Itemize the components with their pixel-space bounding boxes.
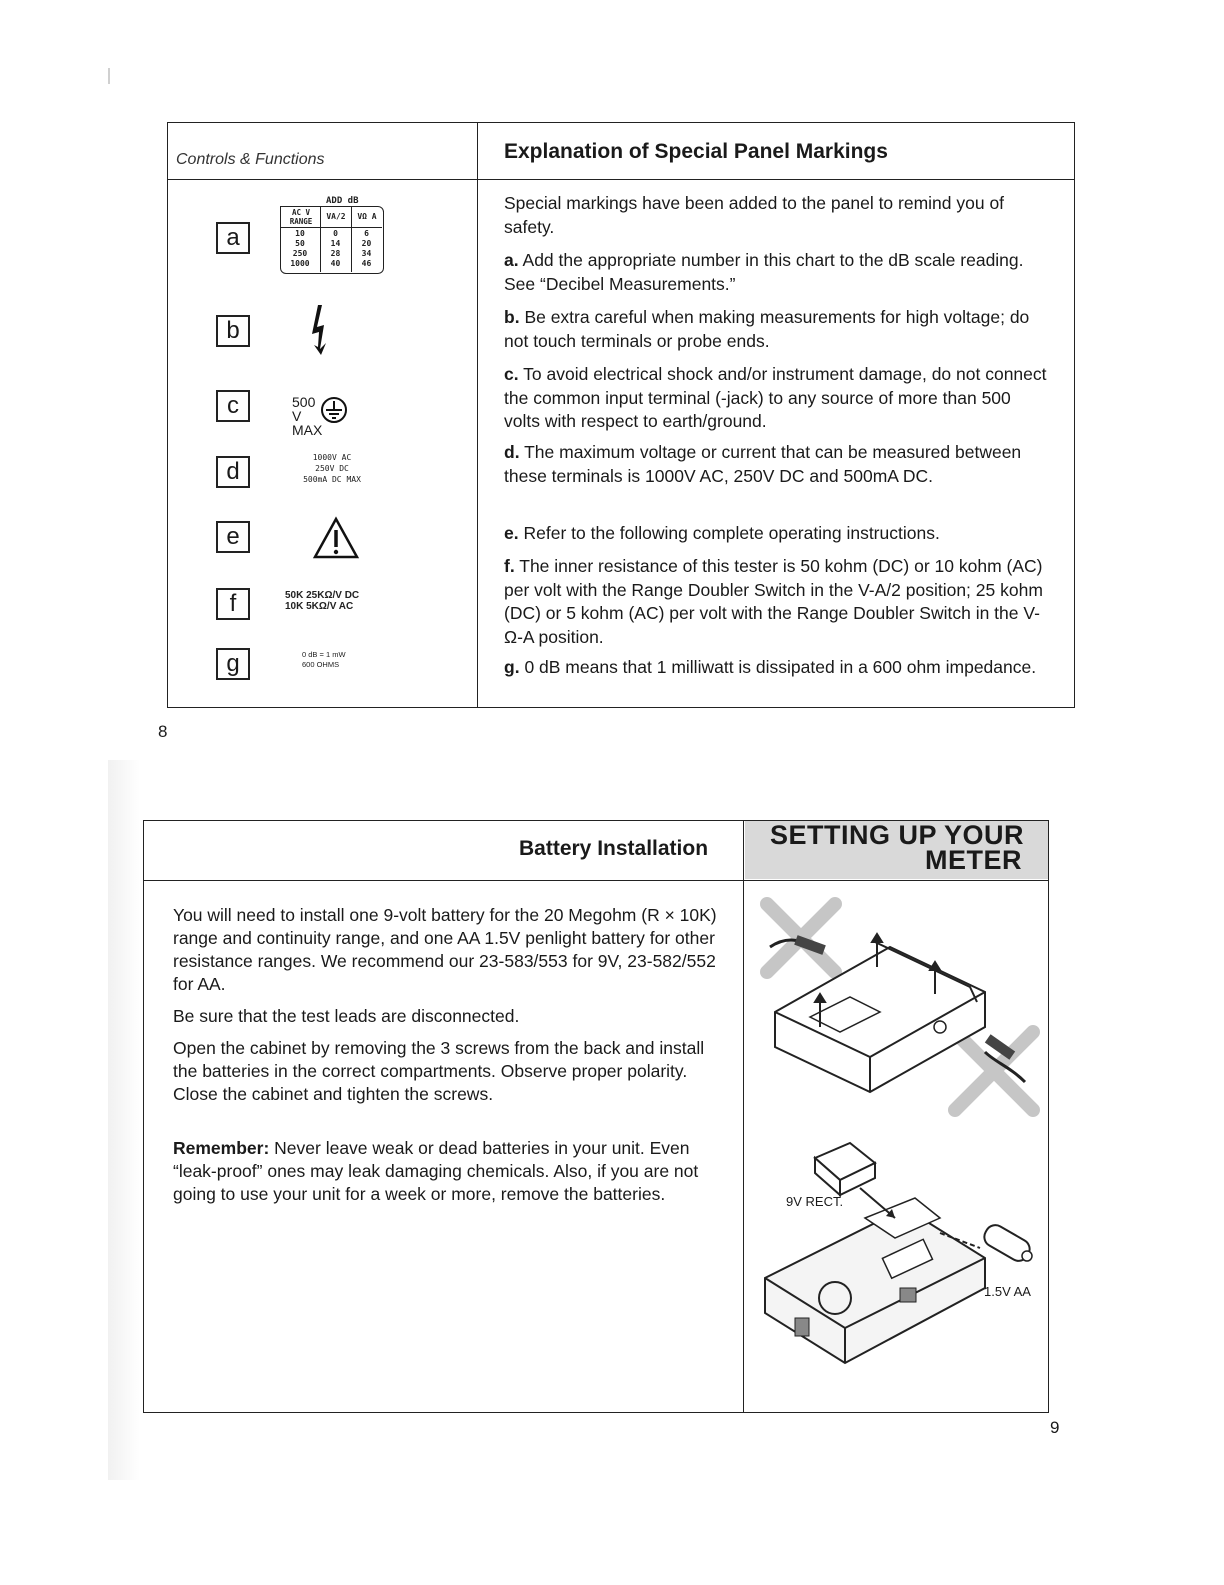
- letter-box-d: d: [216, 456, 250, 488]
- add-db-table-symbol: [280, 196, 384, 276]
- rating-line: 250V DC: [315, 464, 349, 473]
- marking-item-e: [504, 522, 1049, 546]
- install-paragraph-1: You will need to install one 9-volt battery for the 20 Megohm (R × 10K) range and continuity range, and one AA 1.5V penlight battery for other resistance ranges. We recommend our 23-583/553 for 9V, 23-582/552 for AA.: [173, 905, 717, 994]
- markings-title: Explanation of Special Panel Markings: [504, 140, 888, 163]
- item-letter: c.: [504, 364, 519, 384]
- rating-line: 1000V AC: [312, 453, 352, 462]
- add-db-col-header-2: VA/2: [326, 212, 346, 221]
- item-letter: a.: [504, 250, 519, 270]
- item-text: Be extra careful when making measurements for high voltage; do not touch terminals or probe ends.: [504, 307, 1030, 351]
- table-header-rule: [167, 179, 1075, 180]
- table-column-divider: [743, 820, 744, 1413]
- letter-box-a: a: [216, 222, 250, 254]
- item-text: 0 dB means that 1 milliwatt is dissipated in a 600 ohm impedance.: [524, 657, 1037, 677]
- add-db-rows: [280, 229, 382, 269]
- add-db-cell: 6: [364, 229, 369, 238]
- marking-item-f: [504, 555, 1049, 649]
- install-paragraph-remember: [173, 1137, 728, 1206]
- ohms-per-volt-line: 50K 25KΩ/V DC: [285, 590, 360, 601]
- item-text: Refer to the following complete operating instructions.: [523, 523, 940, 543]
- item-letter: g.: [504, 657, 520, 677]
- db-reference-marking: [302, 650, 346, 670]
- add-db-table-rule: [280, 227, 382, 228]
- item-letter: e.: [504, 523, 519, 543]
- add-db-row: [280, 239, 382, 249]
- scan-mark: [108, 68, 110, 84]
- marking-item-a: [504, 249, 1049, 296]
- item-letter: d.: [504, 442, 520, 462]
- warning-triangle-icon: [312, 516, 360, 560]
- meter-back-illustration: [755, 892, 1045, 1132]
- section-title-line1: SETTING UP YOUR: [770, 820, 1025, 850]
- add-db-cell: 14: [330, 239, 341, 248]
- page-number: 8: [158, 722, 168, 741]
- add-db-cell: 10: [295, 229, 305, 238]
- item-text: The inner resistance of this tester is 50 kohm (DC) or 10 kohm (AC) per volt with the Range Doubler Switch in the V-A/2 position; 25 kohm (DC) or 5 kohm (AC) per volt with the Range Doubler Switch in the V-Ω-A position.: [504, 556, 1043, 647]
- item-text: To avoid electrical shock and/or instrument damage, do not connect the common input terminal (-jack) to any source of more than 500 volts with respect to earth/ground.: [504, 364, 1047, 431]
- scan-shade: [108, 760, 140, 1480]
- db-reference-line: 0 dB = 1 mW: [302, 650, 346, 659]
- ohms-per-volt-line: 10K 5KΩ/V AC: [285, 601, 354, 612]
- install-paragraph-3: Open the cabinet by removing the 3 screws from the back and install the batteries in the correct compartments. Observe proper polarity. Close the cabinet and tighten the screws.: [173, 1038, 705, 1104]
- aa-battery-label: 1.5V AA: [984, 1284, 1031, 1299]
- db-reference-line: 600 OHMS: [302, 660, 340, 669]
- add-db-cell: 40: [330, 259, 341, 268]
- table-column-divider: [477, 122, 478, 708]
- table-header-rule: [143, 880, 1049, 881]
- battery-installation-title: Battery Installation: [519, 837, 709, 860]
- add-db-label: ADD dB: [326, 196, 359, 206]
- add-db-col-header-1: AC V RANGE: [289, 208, 313, 226]
- remember-label: Remember:: [173, 1138, 270, 1158]
- high-voltage-bolt-icon: [306, 305, 334, 355]
- marking-item-c: [504, 363, 1049, 434]
- add-db-cell: 250: [292, 249, 308, 258]
- markings-intro: Special markings have been added to the panel to remind you of safety.: [504, 193, 1005, 237]
- marking-item-b: [504, 306, 1049, 353]
- add-db-cell: 50: [295, 239, 305, 248]
- marking-item-g: [504, 656, 1049, 680]
- add-db-col-header-3: VΩ A: [357, 212, 377, 221]
- item-letter: b.: [504, 307, 520, 327]
- add-db-cell: 34: [361, 249, 372, 258]
- letter-box-b: b: [216, 315, 250, 347]
- marking-item-d: [504, 441, 1049, 488]
- letter-box-c: c: [216, 390, 250, 422]
- item-letter: f.: [504, 556, 515, 576]
- ohms-per-volt-marking: [285, 590, 359, 612]
- terminal-ratings: [292, 452, 372, 485]
- nine-volt-battery-label: 9V RECT.: [786, 1194, 844, 1209]
- ground-icon: [320, 396, 348, 424]
- section-title-line2: METER: [925, 845, 1022, 875]
- add-db-row: [280, 229, 382, 239]
- letter-box-g: g: [216, 648, 250, 680]
- letter-box-e: e: [216, 521, 250, 553]
- add-db-cell: 28: [330, 249, 341, 258]
- install-paragraph-2: Be sure that the test leads are disconnected.: [173, 1006, 520, 1026]
- rating-line: 500mA DC MAX: [303, 475, 361, 484]
- item-text: The maximum voltage or current that can be measured between these terminals is 1000V AC, 250V DC and 500mA DC.: [504, 442, 1022, 486]
- controls-functions-header: Controls & Functions: [176, 151, 325, 168]
- add-db-row: [280, 249, 382, 259]
- remember-text: Never leave weak or dead batteries in your unit. Even “leak-proof” ones may leak damaging chemicals. Also, if you are not going to use your unit for a week or more, remove the batteries.: [173, 1138, 699, 1204]
- letter-box-f: f: [216, 588, 250, 620]
- add-db-cell: 1000: [290, 259, 310, 268]
- add-db-cell: 0: [333, 229, 338, 238]
- add-db-row: [280, 259, 382, 269]
- battery-compartment-illustration: [755, 1138, 1045, 1408]
- page-number: 9: [1050, 1418, 1060, 1437]
- max-voltage-text: 500V MAX: [292, 394, 323, 438]
- add-db-cell: 20: [361, 239, 372, 248]
- add-db-cell: 46: [361, 259, 372, 268]
- item-text: Add the appropriate number in this chart to the dB scale reading. See “Decibel Measurements.”: [504, 250, 1024, 294]
